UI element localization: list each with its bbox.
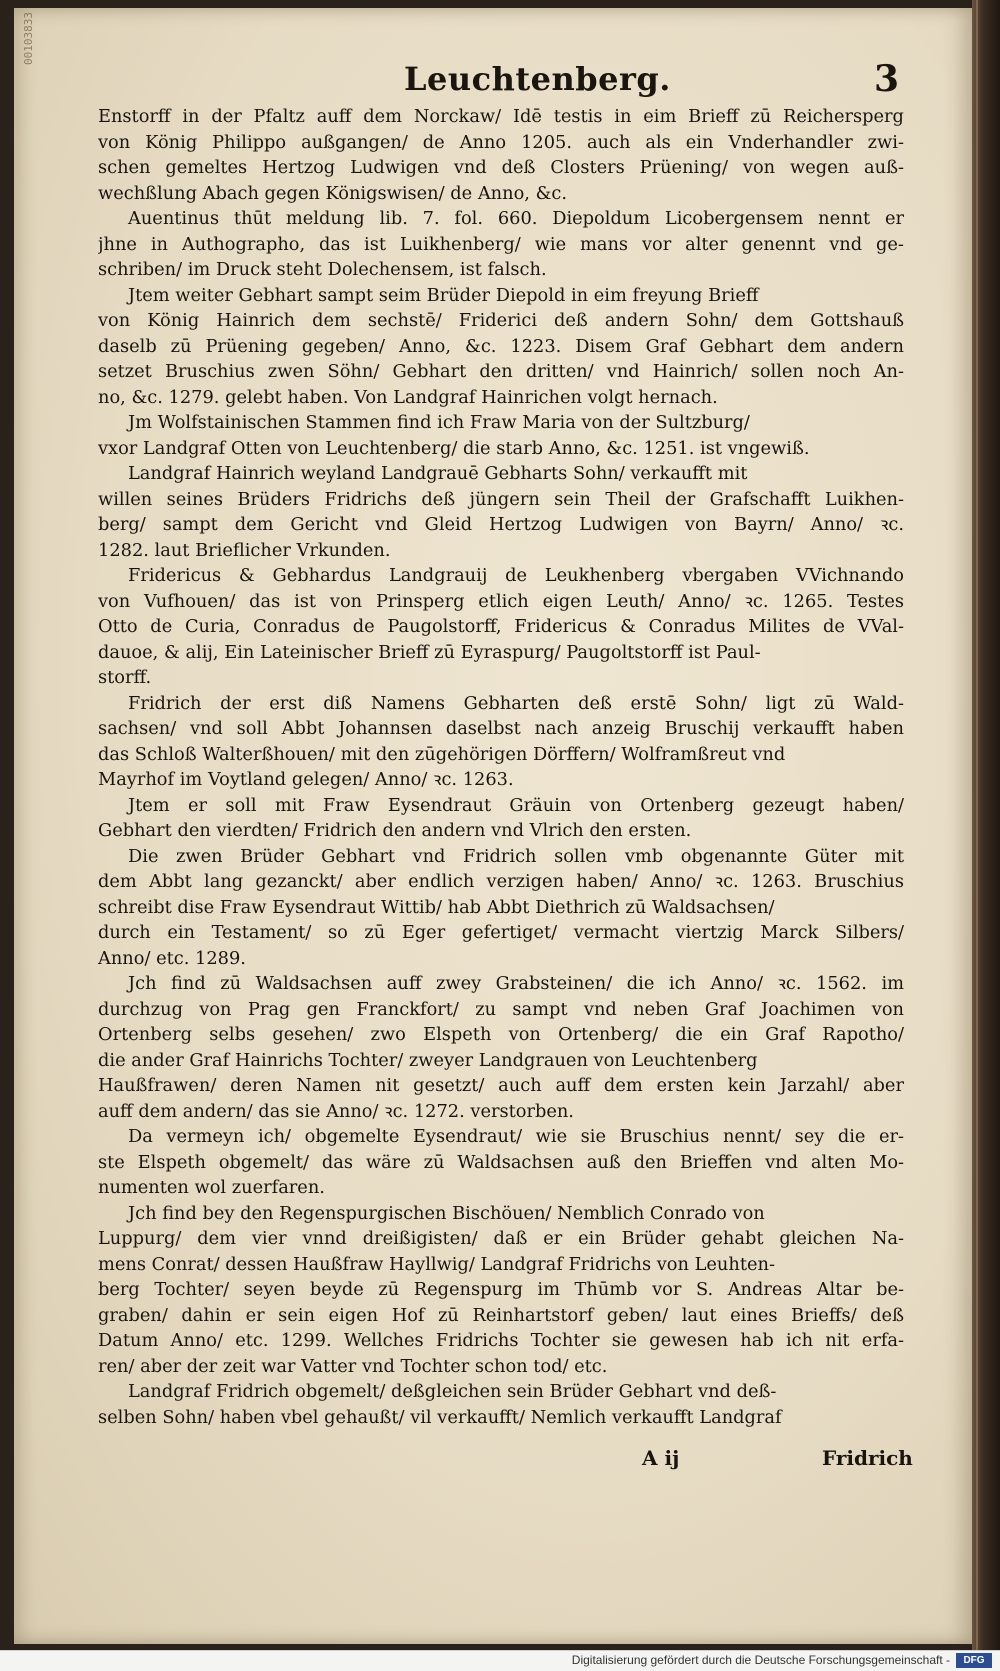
text-line: ren/ aber der zeit war Vatter vnd Tochter schon tod/ etc. xyxy=(98,1355,608,1377)
text-line: auff dem andern/ das sie Anno/ ꝛc. 1272. verstorben. xyxy=(98,1100,574,1122)
text-line: Fridrich der erst diß Namens Gebharten deß erstē Sohn/ ligt zū Wald- xyxy=(128,692,904,714)
text-line: Anno/ etc. 1289. xyxy=(98,947,246,969)
text-line: Gebhart den vierdten/ Fridrich den andern vnd Vlrich den ersten. xyxy=(98,820,692,841)
page-footer xyxy=(14,1440,972,1480)
text-line: willen seines Brüders Fridrichs deß jüngern sein Theil der Grafschafft Luikhen- xyxy=(98,488,904,510)
text-line: Ortenberg selbs gesehen/ zwo Elspeth von Ortenberg/ die ein Graf Rapotho/ xyxy=(98,1024,904,1045)
text-line: von König Philippo außgangen/ de Anno 1205. auch als ein Vnderhandler zwi- xyxy=(98,131,904,153)
text-line: dauoe, & alij, Ein Lateinischer Brieff zū Eyraspurg/ Paugoltstorff ist Paul- xyxy=(98,641,761,663)
page-number: 3 xyxy=(874,58,900,100)
text-line: Datum Anno/ etc. 1299. Wellches Fridrichs Tochter sie gewesen hab ich nit erfa- xyxy=(98,1330,904,1351)
signature-mark: A ij xyxy=(642,1446,680,1470)
text-line: berg Tochter/ seyen beyde zū Regenspurg im Thūmb vor S. Andreas Altar be- xyxy=(98,1279,904,1300)
text-line: selben Sohn/ haben vbel gehaußt/ vil verkaufft/ Nemlich verkaufft Landgraf xyxy=(98,1406,782,1428)
text-line: Landgraf Hainrich weyland Landgrauē Gebharts Sohn/ verkaufft mit xyxy=(128,463,748,484)
text-line: Auentinus thūt meldung lib. 7. fol. 660. Diepoldum Licobergensem nennt er xyxy=(128,208,904,229)
text-line: Fridericus & Gebhardus Landgrauij de Leukhenberg vbergaben VVichnando xyxy=(128,565,904,586)
running-title: Leuchtenberg. xyxy=(404,60,671,98)
text-line: Jm Wolfstainischen Stammen find ich Fraw Maria von der Sultzburg/ xyxy=(128,412,750,433)
text-line: daselb zū Prüening gegeben/ Anno, &c. 1223. Disem Graf Gebhart dem andern xyxy=(98,335,904,357)
text-line: numenten wol zuerfaren. xyxy=(98,1177,325,1198)
text-line: Da vermeyn ich/ obgemelte Eysendraut/ wie sie Bruschius nennt/ sey die er- xyxy=(128,1126,904,1147)
text-line: Jtem weiter Gebhart sampt seim Brüder Diepold in eim freyung Brieff xyxy=(128,284,759,306)
text-line: jhne in Authographo, das ist Luikhenberg/ wie mans vor alter genennt vnd ge- xyxy=(98,233,904,255)
text-line: die ander Graf Hainrichs Tochter/ zweyer Landgrauen von Leuchtenberg xyxy=(98,1049,758,1071)
text-line: Luppurg/ dem vier vnnd dreißigisten/ daß er ein Brüder gehabt gleichen Na- xyxy=(98,1228,904,1249)
text-line: wechßlung Abach gegen Königswisen/ de Anno, &c. xyxy=(98,182,568,204)
text-line: sachsen/ vnd soll Abbt Johannsen daselbst nach anzeig Bruschij verkaufft haben xyxy=(98,718,904,739)
text-line: schreibt dise Fraw Eysendraut Wittib/ hab Abbt Diethrich zū Waldsachsen/ xyxy=(98,896,775,918)
text-line: Otto de Curia, Conradus de Paugolstorff, Fridericus & Conradus Milites de VVal- xyxy=(98,616,904,637)
text-line: Haußfrawen/ deren Namen nit gesetzt/ auch auff dem ersten kein Jarzahl/ aber xyxy=(98,1075,904,1096)
text-line: mens Conrat/ dessen Haußfraw Hayllwig/ Landgraf Fridrichs von Leuhten- xyxy=(98,1253,775,1275)
text-line: Jtem er soll mit Fraw Eysendraut Gräuin von Ortenberg gezeugt haben/ xyxy=(128,794,904,816)
text-line: durch ein Testament/ so zū Eger gefertiget/ vermacht viertzig Marck Silbers/ xyxy=(98,922,904,943)
book-edge xyxy=(972,0,1000,1650)
text-line: durchzug von Prag gen Franckfort/ zu sampt vnd neben Graf Joachimen von xyxy=(98,998,904,1020)
catchword: Fridrich xyxy=(822,1446,913,1470)
text-line: Die zwen Brüder Gebhart vnd Fridrich sollen vmb obgenannte Güter mit xyxy=(128,845,904,867)
text-line: setzet Bruschius zwen Söhn/ Gebhart den dritten/ vnd Hainrich/ sollen noch An- xyxy=(98,361,904,382)
scan-id-label: 00103833 xyxy=(22,12,35,65)
text-line: schriben/ im Druck steht Dolechensem, ist falsch. xyxy=(98,259,547,280)
text-line: no, &c. 1279. gelebt haben. Von Landgraf Hainrichen volgt hernach. xyxy=(98,386,718,408)
text-line: storff. xyxy=(98,667,152,688)
text-line: Jch find bey den Regenspurgischen Bischöuen/ Nemblich Conrado von xyxy=(128,1202,765,1224)
text-line: ste Elspeth obgemelt/ das wäre zū Waldsachsen auß den Brieffen vnd alten Mo- xyxy=(98,1151,904,1173)
text-line: Mayrhof im Voytland gelegen/ Anno/ ꝛc. 1263. xyxy=(98,769,514,790)
text-line: schen gemeltes Hertzog Ludwigen vnd deß Closters Prüening/ von wegen auß- xyxy=(98,157,904,178)
text-line: berg/ sampt dem Gericht vnd Gleid Hertzog Ludwigen von Bayrn/ Anno/ ꝛc. xyxy=(98,514,904,535)
text-line: 1282. laut Brieflicher Vrkunden. xyxy=(98,539,391,561)
text-line: von Vufhouen/ das ist von Prinsperg etlich eigen Leuth/ Anno/ ꝛc. 1265. Testes xyxy=(98,590,904,612)
dfg-logo-badge: DFG xyxy=(956,1653,992,1668)
digitization-footer xyxy=(0,1650,1000,1671)
text-line: dem Abbt lang gezanckt/ aber endlich verzigen haben/ Anno/ ꝛc. 1263. Bruschius xyxy=(98,871,904,892)
body-text xyxy=(98,104,904,1494)
text-line: Enstorff in der Pfaltz auff dem Norckaw/ Idē testis in eim Brieff zū Reichersperg xyxy=(98,106,904,127)
text-line: vxor Landgraf Otten von Leuchtenberg/ die starb Anno, &c. 1251. ist vngewiß. xyxy=(98,437,810,459)
text-line: das Schloß Walterßhouen/ mit den zūgehörigen Dörffern/ Wolframßreut vnd xyxy=(98,743,786,765)
text-line: von König Hainrich dem sechstē/ Friderici deß andern Sohn/ dem Gottshauß xyxy=(98,310,904,331)
running-head xyxy=(14,58,972,104)
text-line: graben/ dahin er sein eigen Hof zū Reinhartstorf geben/ laut eines Brieffs/ deß xyxy=(98,1304,904,1326)
book-page xyxy=(14,8,972,1644)
text-line: Landgraf Fridrich obgemelt/ deßgleichen sein Brüder Gebhart vnd deß- xyxy=(128,1381,777,1402)
digitization-credit: Digitalisierung gefördert durch die Deutsche Forschungsgemeinschaft - xyxy=(571,1653,950,1667)
text-line: Jch find zū Waldsachsen auff zwey Grabsteinen/ die ich Anno/ ꝛc. 1562. im xyxy=(128,973,904,994)
